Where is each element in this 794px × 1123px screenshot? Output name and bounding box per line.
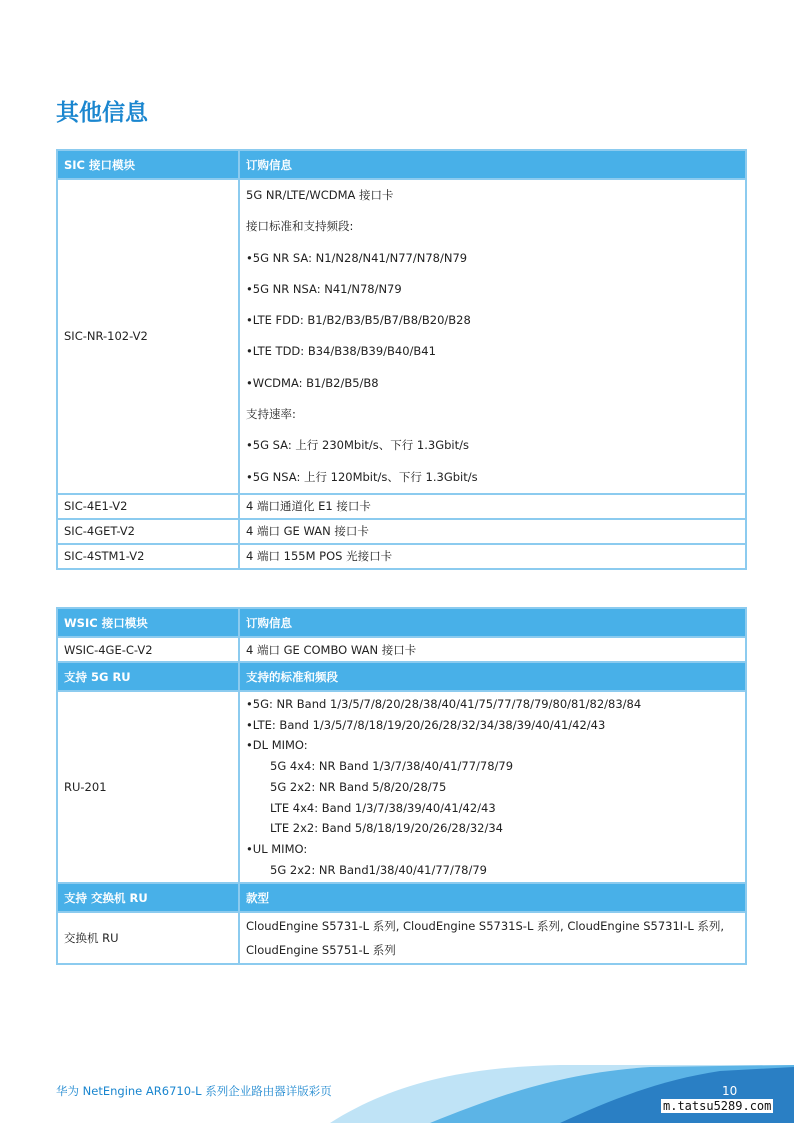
watermark: m.tatsu5289.com <box>663 1099 772 1113</box>
table-row <box>57 519 746 544</box>
module-name: SIC-4GET-V2 <box>57 519 239 544</box>
detail-line: 接口标准和支持频段: <box>246 219 354 234</box>
module-name: SIC-4STM1-V2 <box>57 544 239 569</box>
detail-line: LTE 2x2: Band 5/8/18/19/20/26/28/32/34 <box>270 821 503 836</box>
module-name: SIC-NR-102-V2 <box>57 179 239 494</box>
detail-line: CloudEngine S5731-L 系列, CloudEngine S5731S-L 系列, CloudEngine S5731I-L 系列, <box>246 919 725 934</box>
detail-line: 支持速率: <box>246 407 296 422</box>
detail-line: •5G NSA: 上行 120Mbit/s、下行 1.3Gbit/s <box>246 469 478 484</box>
header-cell: 订购信息 <box>239 150 746 179</box>
table-header <box>57 150 746 179</box>
table-row <box>57 494 746 519</box>
detail-line: •WCDMA: B1/B2/B5/B8 <box>246 375 379 390</box>
detail-line: 5G 4x4: NR Band 1/3/7/38/40/41/77/78/79 <box>270 759 514 774</box>
switch-details <box>239 912 746 964</box>
module-name: WSIC-4GE-C-V2 <box>57 637 239 662</box>
page-title: 其他信息 <box>56 100 148 126</box>
detail-line: •LTE: Band 1/3/5/7/8/18/19/20/26/28/32/34/38/39/40/41/42/43 <box>246 717 606 732</box>
table-row <box>57 544 746 569</box>
detail-line: 5G 2x2: NR Band1/38/40/41/77/78/79 <box>270 862 487 877</box>
module-desc: 4 端口 GE WAN 接口卡 <box>239 519 746 544</box>
module-desc: 4 端口通道化 E1 接口卡 <box>239 494 746 519</box>
header-cell: 支持的标准和频段 <box>239 662 746 691</box>
table-row <box>57 179 746 494</box>
module-desc: 4 端口 155M POS 光接口卡 <box>239 544 746 569</box>
header-cell: 订购信息 <box>239 608 746 637</box>
header-cell: SIC 接口模块 <box>57 150 239 179</box>
detail-line: LTE 4x4: Band 1/3/7/38/39/40/41/42/43 <box>270 800 496 815</box>
ru-details <box>239 691 746 883</box>
detail-line: •LTE TDD: B34/B38/B39/B40/B41 <box>246 344 436 359</box>
table-header <box>57 608 746 637</box>
detail-line: •5G: NR Band 1/3/5/7/8/20/28/38/40/41/75/77/78/79/80/81/82/83/84 <box>246 697 642 711</box>
module-name: 交换机 RU <box>57 912 239 964</box>
table-row <box>57 912 746 964</box>
table-row <box>57 691 746 883</box>
header-cell: 支持 交换机 RU <box>57 883 239 912</box>
table-header <box>57 662 746 691</box>
table-header <box>57 883 746 912</box>
module-name: SIC-4E1-V2 <box>57 494 239 519</box>
page-number: 10 <box>722 1084 738 1098</box>
detail-line: •5G NR NSA: N41/N78/N79 <box>246 281 402 296</box>
sic-table <box>56 149 747 570</box>
table-row <box>57 637 746 662</box>
detail-line: 5G 2x2: NR Band 5/8/20/28/75 <box>270 779 447 794</box>
footer-title: 华为 NetEngine AR6710-L 系列企业路由器详版彩页 <box>56 1084 332 1098</box>
detail-line: CloudEngine S5751-L 系列 <box>246 943 396 958</box>
detail-line: •UL MIMO: <box>246 841 308 856</box>
detail-line: •LTE FDD: B1/B2/B3/B5/B7/B8/B20/B28 <box>246 313 471 328</box>
module-details <box>239 179 746 494</box>
module-desc: 4 端口 GE COMBO WAN 接口卡 <box>239 637 746 662</box>
header-cell: 支持 5G RU <box>57 662 239 691</box>
detail-line: 5G NR/LTE/WCDMA 接口卡 <box>246 188 394 202</box>
detail-line: •DL MIMO: <box>246 738 308 753</box>
header-cell: WSIC 接口模块 <box>57 608 239 637</box>
detail-line: •5G NR SA: N1/N28/N41/N77/N78/N79 <box>246 250 468 265</box>
header-cell: 款型 <box>239 883 746 912</box>
wsic-table <box>56 607 747 965</box>
detail-line: •5G SA: 上行 230Mbit/s、下行 1.3Gbit/s <box>246 438 469 453</box>
module-name: RU-201 <box>57 691 239 883</box>
